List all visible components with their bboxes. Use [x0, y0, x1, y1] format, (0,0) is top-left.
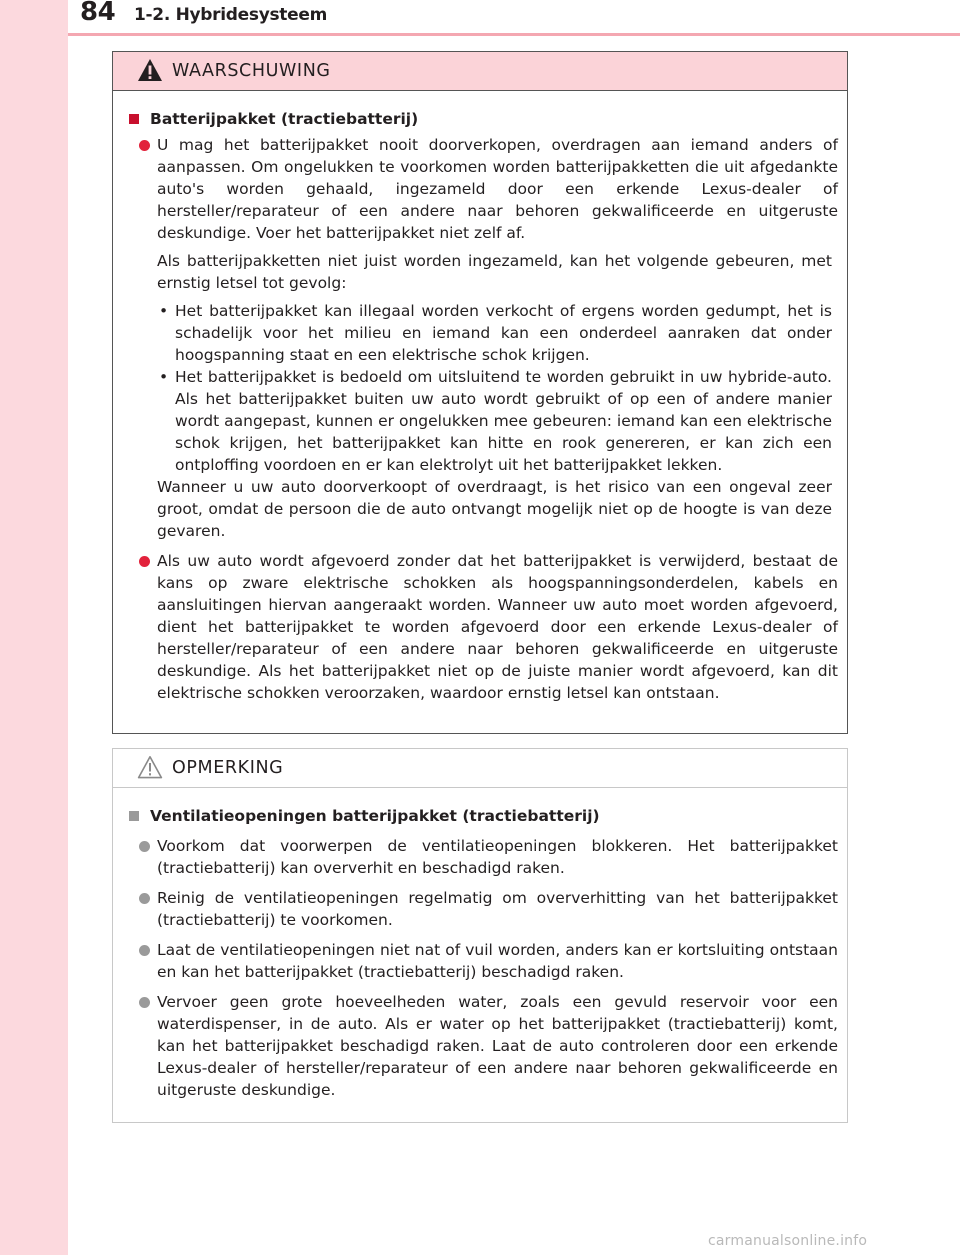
list-item	[128, 991, 838, 1101]
square-bullet-icon	[129, 114, 139, 124]
bullet-dot-icon	[139, 841, 150, 852]
caution-triangle-icon	[137, 755, 163, 779]
list-item	[157, 366, 832, 476]
list-item	[128, 134, 838, 542]
note-item-text: Reinig de ventilatieopeningen regelmatig om oververhitting van het batterijpakket (tractiebatterij) te voorkomen.	[157, 889, 838, 929]
note-item-text: Voorkom dat voorwerpen de ventilatieopeningen blokkeren. Het batterijpakket (tractiebatterij) kan oververhit en beschadigd raken.	[157, 837, 838, 877]
warning-sub1-text: Het batterijpakket kan illegaal worden verkocht of ergens worden gedumpt, het is schadelijk voor het milieu en iemand kan een onderdeel aanraken dat onder hoogspanning staat en een elektrische schok krijgen.	[175, 302, 832, 364]
side-strip	[0, 0, 68, 1255]
warning-item1-text: U mag het batterijpakket nooit doorverkopen, overdragen aan iemand anders of aanpassen. Om ongelukken te voorkomen worden batterijpakketten die uit afgedankte auto's worden gehaald, ingezameld door een erkende Lexus-dealer of hersteller/reparateur of een andere naar behoren gekwalificeerde en uitgeruste deskundige. Voer het batterijpakket niet zelf af.	[157, 136, 838, 242]
note-header	[113, 749, 847, 788]
warning-item1-para2: Als batterijpakketten niet juist worden ingezameld, kan het volgende gebeuren, met ernstig letsel tot gevolg:	[157, 252, 832, 292]
warning-section-title	[128, 108, 838, 130]
bullet-dot-icon	[139, 140, 150, 151]
bullet-dot-icon	[139, 997, 150, 1008]
bullet-dot-icon	[139, 893, 150, 904]
warning-item1-para3: Wanneer u uw auto doorverkoopt of overdraagt, is het risico van een ongeval zeer groot, omdat de persoon die de auto ontvangt mogelijk niet op de hoogte is van deze gevaren.	[157, 478, 832, 540]
list-item	[157, 300, 832, 366]
bullet-dot-icon	[139, 945, 150, 956]
warning-label: WAARSCHUWING	[172, 61, 331, 81]
note-item-text: Vervoer geen grote hoeveelheden water, zoals een gevuld reservoir voor een waterdispenser, in de auto. Als er water op het batterijpakket (tractiebatterij) komt, kan het batterijpakket beschadigd raken. Laat de auto controleren door een erkende Lexus-dealer of hersteller/reparateur of een andere naar behoren gekwalificeerde en uitgeruste deskundige.	[157, 993, 838, 1099]
note-box	[112, 748, 848, 1123]
header-rule	[68, 33, 960, 36]
note-body	[128, 805, 838, 1101]
watermark: carmanualsonline.info	[708, 1233, 868, 1249]
warning-body	[128, 108, 838, 704]
bullet-icon: •	[159, 368, 169, 386]
warning-sub2-text: Het batterijpakket is bedoeld om uitsluitend te worden gebruikt in uw hybride-auto. Als het batterijpakket buiten uw auto wordt gebruikt of op een of andere manier wordt aangepast, kunnen er ongelukken mee gebeuren: iemand kan een elektrische schok krijgen, het batterijpakket kan hitte en rook genereren, er kan zich een ontploffing voordoen en er kan elektrolyt uit het batterijpakket lekken.	[175, 368, 832, 474]
section-title: 1-2. Hybridesysteem	[134, 5, 327, 25]
list-item	[128, 550, 838, 704]
page-number: 84	[80, 0, 116, 27]
note-label: OPMERKING	[172, 758, 284, 778]
bullet-icon: •	[159, 302, 169, 320]
warning-item2-text: Als uw auto wordt afgevoerd zonder dat het batterijpakket is verwijderd, bestaat de kans op zware elektrische schokken als hoogspanningsonderdelen, kabels en aansluitingen hiervan aangeraakt worden. Wanneer uw auto moet worden afgevoerd, dient het batterijpakket te worden afgevoerd door een erkende Lexus-dealer of hersteller/reparateur of een andere naar behoren gekwalificeerde en uitgeruste deskundige. Als het batterijpakket niet op de juiste manier wordt afgevoerd, kan dit elektrische schokken veroorzaken, waardoor ernstig letsel kan ontstaan.	[157, 552, 838, 702]
warning-header	[113, 52, 847, 91]
warning-section-title-text: Batterijpakket (tractiebatterij)	[150, 110, 419, 128]
note-section-title-text: Ventilatieopeningen batterijpakket (tractiebatterij)	[150, 807, 600, 825]
square-bullet-icon	[129, 811, 139, 821]
list-item	[128, 939, 838, 983]
bullet-dot-icon	[139, 556, 150, 567]
warning-triangle-icon	[137, 58, 163, 82]
list-item	[128, 835, 838, 879]
warning-box	[112, 51, 848, 734]
note-section-title	[128, 805, 838, 827]
note-item-text: Laat de ventilatieopeningen niet nat of vuil worden, anders kan er kortsluiting ontstaan en kan het batterijpakket (tractiebatterij) beschadigd raken.	[157, 941, 838, 981]
list-item	[128, 887, 838, 931]
